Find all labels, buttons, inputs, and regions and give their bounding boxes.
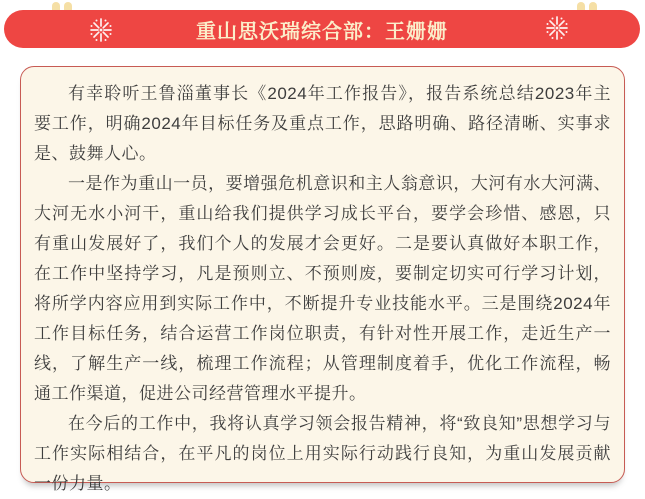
report-paragraph: 在今后的工作中，我将认真学习领会报告精神，将“致良知”思想学习与工作实际相结合，在平凡的岗位上用实际行动践行良知，为重山发展贡献一份力量。 — [34, 414, 611, 493]
firework-icon — [89, 17, 113, 43]
report-card — [20, 66, 625, 493]
header-banner — [4, 10, 640, 48]
report-paragraph: 一是作为重山一员，要增强危机意识和主人翁意识，大河有水大河满、大河无水小河干，重山给我们提供学习成长平台，要学会珍惜、感恩，只有重山发展好了，我们个人的发展才会更好。二是要认真做好本职工作，在工作中坚持学习，凡是预则立、不预则废，要制定切实可行学习计划，将所学内容应用到实际工作中，不断提升专业技能水平。三是围绕2024年工作目标任务，结合运营工作岗位职责，有针对性开展工作，走近生产一线，了解生产一线，梳理工作流程；从管理制度着手，优化工作流程，畅通工作渠道，促进公司经营管理水平提升。 — [34, 174, 611, 403]
firework-icon — [545, 15, 569, 41]
banner-title: 重山思沃瑞综合部：王姗姗 — [196, 20, 448, 43]
report-paragraph: 有幸聆听王鲁淄董事长《2024年工作报告》，报告系统总结2023年主要工作，明确2024年目标任务及重点工作，思路明确、路径清晰、实事求是、鼓舞人心。 — [34, 84, 611, 163]
